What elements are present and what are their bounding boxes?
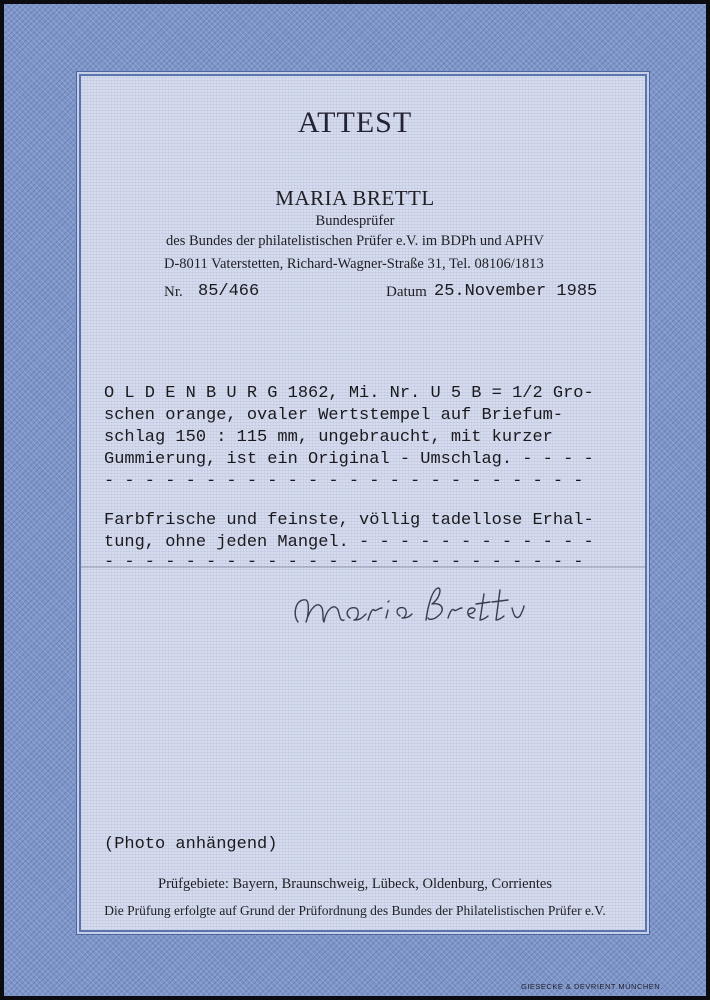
description-line: schen orange, ovaler Wertstempel auf Briefum- — [104, 406, 564, 425]
examiner-name: MARIA BRETTL — [275, 186, 435, 210]
description-line: Gummierung, ist ein Original - Umschlag. - - - - — [104, 450, 594, 469]
document-title: ATTEST — [297, 106, 413, 139]
description-line: - - - - - - - - - - - - - - - - - - - - - - - - — [104, 472, 584, 491]
examination-areas: Prüfgebiete: Bayern, Braunschweig, Lübeck, Oldenburg, Corrientes — [158, 876, 552, 892]
condition-line: Farbfrische und feinste, völlig tadellose Erhal- — [104, 511, 594, 530]
description-line: O L D E N B U R G 1862, Mi. Nr. U 5 B = 1/2 Gro- — [104, 384, 594, 403]
examination-basis: Die Prüfung erfolgte auf Grund der Prüfordnung des Bundes der Philatelistischen Prüfer e.V. — [104, 903, 606, 918]
condition-line: - - - - - - - - - - - - - - - - - - - - - - - - — [104, 553, 584, 572]
description-line: schlag 150 : 115 mm, ungebraucht, mit kurzer — [104, 428, 553, 447]
printer-imprint: GIESECKE & DEVRIENT MÜNCHEN — [521, 982, 661, 991]
examiner-role: Bundesprüfer — [315, 213, 395, 229]
address-line: D-8011 Vaterstetten, Richard-Wagner-Straße 31, Tel. 08106/1813 — [164, 256, 544, 272]
certificate-date: 25.November 1985 — [434, 282, 598, 301]
certificate-number-label: Nr. — [164, 284, 183, 300]
handwritten-signature — [288, 574, 528, 636]
certificate-number: 85/466 — [198, 282, 260, 301]
photo-note: (Photo anhängend) — [104, 835, 278, 854]
condition-line: tung, ohne jeden Mangel. - - - - - - - - - - - - — [104, 533, 594, 552]
date-label: Datum — [386, 284, 427, 300]
association-line: des Bundes der philatelistischen Prüfer e.V. im BDPh und APHV — [166, 233, 544, 249]
